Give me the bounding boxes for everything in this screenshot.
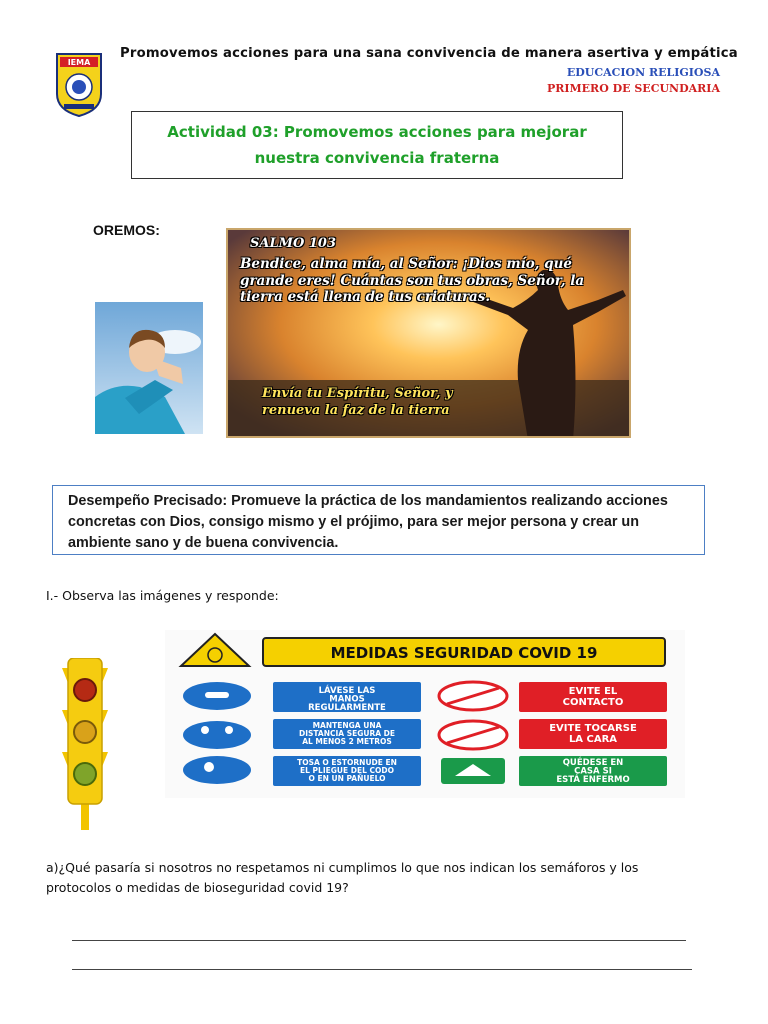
covid-measure-5: EVITE TOCARSE LA CARA: [549, 723, 637, 745]
covid-safety-poster: [165, 630, 685, 798]
psalm-closing: [262, 385, 453, 419]
covid-measure-3: TOSA O ESTORNUDE EN EL PLIEGUE DEL CODO O EN UN PAÑUELO: [297, 758, 397, 783]
grade-label: PRIMERO DE SECUNDARIA: [546, 82, 720, 95]
psalm-verse: Bendice, alma mía, al Señor: ¡Dios mío, qué grande eres! Cuántas son tus obras, Señor, la tierra está llena de tus criaturas.: [240, 256, 585, 305]
performance-box: [52, 485, 705, 555]
covid-poster-title: MEDIDAS SEGURIDAD COVID 19: [330, 644, 598, 662]
document-title: Promovemos acciones para una sana convivencia de manera asertiva y empática: [120, 46, 738, 61]
answer-line-1[interactable]: [72, 940, 686, 941]
school-logo: [54, 52, 104, 118]
handwash-icon: [183, 682, 251, 710]
covid-measure-1: LÁVESE LAS MANOS REGULARMENTE: [308, 686, 386, 713]
covid-measure-6: QUÉDESE EN CASA SI ESTÁ ENFERMO: [556, 758, 630, 785]
psalm-title: SALMO 103: [250, 236, 336, 251]
subject-label: EDUCACION RELIGIOSA: [566, 66, 720, 79]
praying-boy-image: [95, 302, 203, 434]
prayer-label: OREMOS:: [93, 222, 160, 238]
psalm-closing-line-2: renueva la faz de la tierra: [262, 403, 450, 418]
no-handshake-icon: [439, 682, 507, 710]
logo-text: IEMA: [67, 58, 91, 67]
covid-measure-2: MANTENGA UNA DISTANCIA SEGURA DE AL MENOS 2 METROS: [298, 721, 396, 746]
distance-icon: [183, 721, 251, 749]
covid-measure-4: EVITE EL CONTACTO: [562, 686, 624, 708]
answer-line-2[interactable]: [72, 969, 692, 970]
cough-icon: [183, 756, 251, 784]
question-a: a)¿Qué pasaría si nosotros no respetamos ni cumplimos lo que nos indican los semáforos y los protocolos o medidas de bioseguridad covid 19?: [46, 860, 639, 895]
performance-text: Desempeño Precisado: Promueve la práctica de los mandamientos realizando acciones concretas con Dios, consigo mismo y el prójimo, para ser mejor persona y crear un ambiente sano y de buena convivencia.: [68, 493, 668, 551]
section-instruction: I.- Observa las imágenes y responde:: [46, 588, 279, 603]
psalm-image: [226, 228, 631, 438]
activity-title: Actividad 03: Promovemos acciones para mejorar nuestra convivencia fraterna: [167, 123, 587, 167]
traffic-light-image: [62, 658, 108, 830]
stay-home-icon: [441, 758, 505, 784]
psalm-closing-line-1: Envía tu Espíritu, Señor, y: [262, 386, 453, 401]
activity-title-box: [131, 111, 623, 179]
no-face-touch-icon: [439, 721, 507, 749]
